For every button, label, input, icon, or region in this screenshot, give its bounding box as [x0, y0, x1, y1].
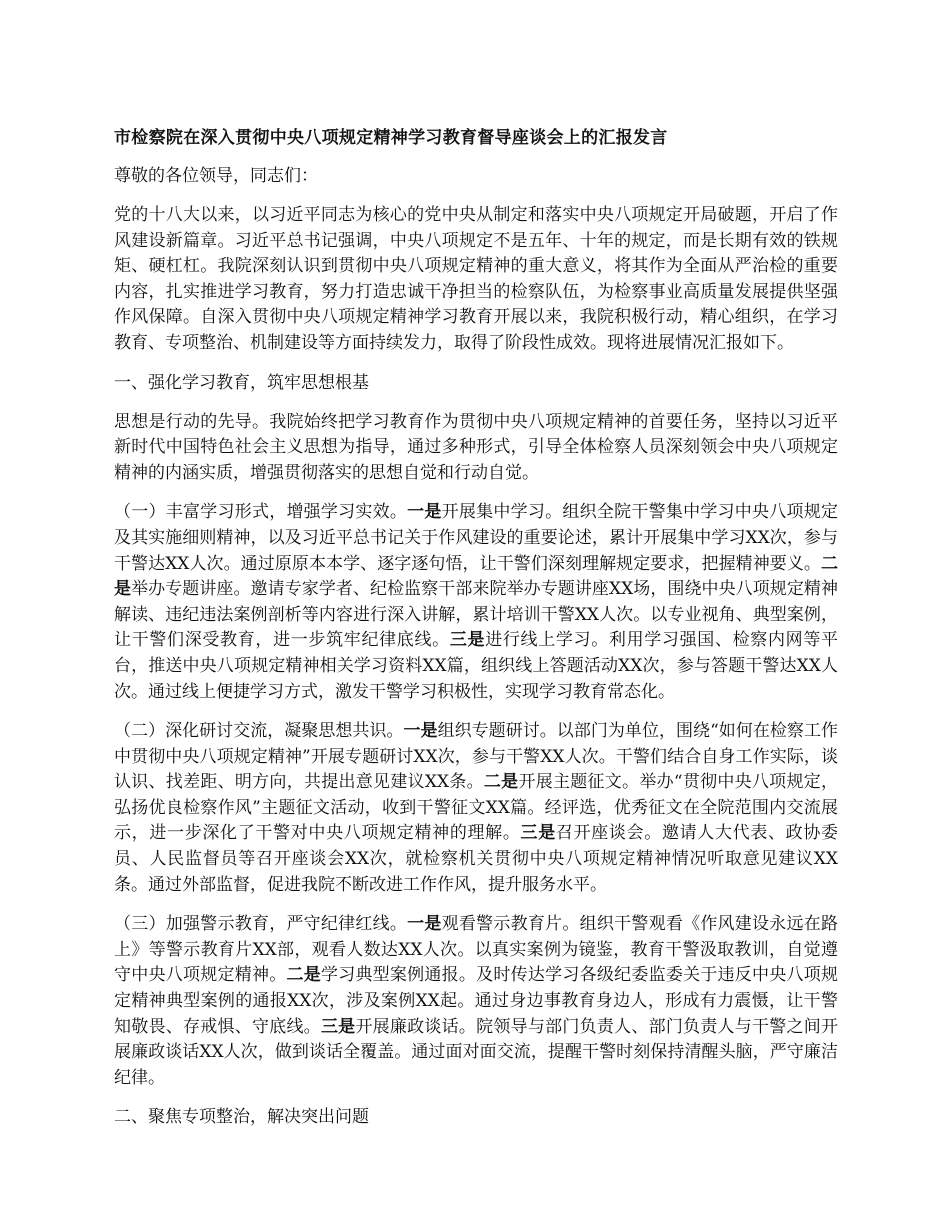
paragraph-1-text-3: 进行线上学习。利用学习强国、检察内网等平台，推送中央八项规定精神相关学习资料XX篇，组织线上答题活动XX次，参与答题干警达XX人次。通过线上便捷学习方式，激发干警学习积极性，实现学习教育常态化。: [114, 630, 839, 702]
keyword-third: 三是: [449, 630, 486, 651]
keyword-third: 三是: [520, 823, 556, 844]
keyword-first: 一是: [407, 502, 442, 523]
keyword-second: 二是: [483, 772, 519, 793]
paragraph-2-text-3: 召开座谈会。邀请人大代表、政协委员、人民监督员等召开座谈会XX次，就检察机关贯彻中央八项规定精神情况听取意见建议XX条。通过外部监督，促进我院不断改进工作作风，提升服务水平。: [114, 823, 839, 895]
section-2-heading: 二、聚焦专项整治，解决突出问题: [114, 1107, 369, 1128]
intro-paragraph: 党的十八大以来，以习近平同志为核心的党中央从制定和落实中央八项规定开局破题，开启了作风建设新篇章。习近平总书记强调，中央八项规定不是五年、十年的规定，而是长期有效的铁规矩、硬杠杠。我院深刻认识到贯彻中央八项规定精神的重大意义，将其作为全面从严治检的重要内容，扎实推进学习教育，努力打造忠诚干净担当的检察队伍，为检察事业高质量发展提供坚强作风保障。自深入贯彻中央八项规定精神学习教育开展以来，我院积极行动，精心组织，在学习教育、专项整治、机制建设等方面持续发力，取得了阶段性成效。现将进展情况汇报如下。: [114, 205, 838, 353]
section-1-paragraph-1: [114, 500, 838, 705]
paragraph-1-text-1: 开展集中学习。组织全院干警集中学习中央八项规定及其实施细则精神，以及习近平总书记关于作风建设的重要论述，累计开展集中学习XX次，参与干警达XX人次。通过原原本本学、逐字逐句悟，让干警们深刻理解规定要求，把握精神要义。: [114, 502, 839, 574]
paragraph-3-text-1: 观看警示教育片。组织干警观看《作风建设永远在路上》等警示教育片XX部，观看人数达XX人次。以真实案例为镜鉴，教育干警汲取教训，自觉遵守中央八项规定精神。: [114, 914, 839, 986]
paragraph-2-text-1: 组织专题研讨。以部门为单位，围绕“如何在检察工作中贯彻中央八项规定精神”开展专题研讨XX次，参与干警XX人次。干警们结合自身工作实际，谈认识、找差距、明方向，共提出意见建议XX条。: [114, 721, 838, 793]
paragraph-2-subheading: （二）深化研讨交流，凝聚思想共识。: [114, 721, 404, 742]
section-1-lead-paragraph: 思想是行动的先导。我院始终把学习教育作为贯彻中央八项规定精神的首要任务，坚持以习近平新时代中国特色社会主义思想为指导，通过多种形式，引导全体检察人员深刻领会中央八项规定精神的内涵实质，增强贯彻落实的思想自觉和行动自觉。: [114, 411, 838, 483]
greeting: 尊敬的各位领导，同志们：: [114, 166, 318, 186]
document-title: 市检察院在深入贯彻中央八项规定精神学习教育督导座谈会上的汇报发言: [114, 128, 668, 148]
keyword-first: 一是: [403, 721, 438, 742]
keyword-second: 二是: [286, 965, 321, 986]
paragraph-1-text-2: 举办专题讲座。邀请专家学者、纪检监察干部来院举办专题讲座XX场，围绕中央八项规定精神解读、违纪违法案例剖析等内容进行深入讲解，累计培训干警XX人次。以专业视角、典型案例，让干警们深受教育，进一步筑牢纪律底线。: [114, 579, 838, 651]
document-page: [114, 126, 838, 1144]
keyword-third: 三是: [320, 1016, 356, 1037]
paragraph-1-subheading: （一）丰富学习形式，增强学习实效。: [114, 502, 408, 523]
section-1-paragraph-2: [114, 719, 838, 898]
paragraph-3-subheading: （三）加强警示教育，严守纪律红线。: [114, 914, 408, 935]
paragraph-3-text-3: 开展廉政谈话。院领导与部门负责人、部门负责人与干警之间开展廉政谈话XX人次，做到谈话全覆盖。通过面对面交流，提醒干警时刻保持清醒头脑，严守廉洁纪律。: [114, 1016, 839, 1088]
section-1-paragraph-3: [114, 912, 838, 1091]
paragraph-3-text-2: 学习典型案例通报。及时传达学习各级纪委监委关于违反中央八项规定精神典型案例的通报XX次，涉及案例XX起。通过身边事教育身边人，形成有力震慑，让干警知敬畏、存戒惧、守底线。: [114, 965, 839, 1037]
paragraph-2-text-2: 开展主题征文。举办“贯彻中央八项规定，弘扬优良检察作风”主题征文活动，收到干警征文XX篇。经评选，优秀征文在全院范围内交流展示，进一步深化了干警对中央八项规定精神的理解。: [114, 772, 838, 844]
keyword-first: 一是: [407, 914, 442, 935]
keyword-second: 二是: [114, 553, 838, 600]
section-1-heading: 一、强化学习教育，筑牢思想根基: [114, 372, 369, 393]
